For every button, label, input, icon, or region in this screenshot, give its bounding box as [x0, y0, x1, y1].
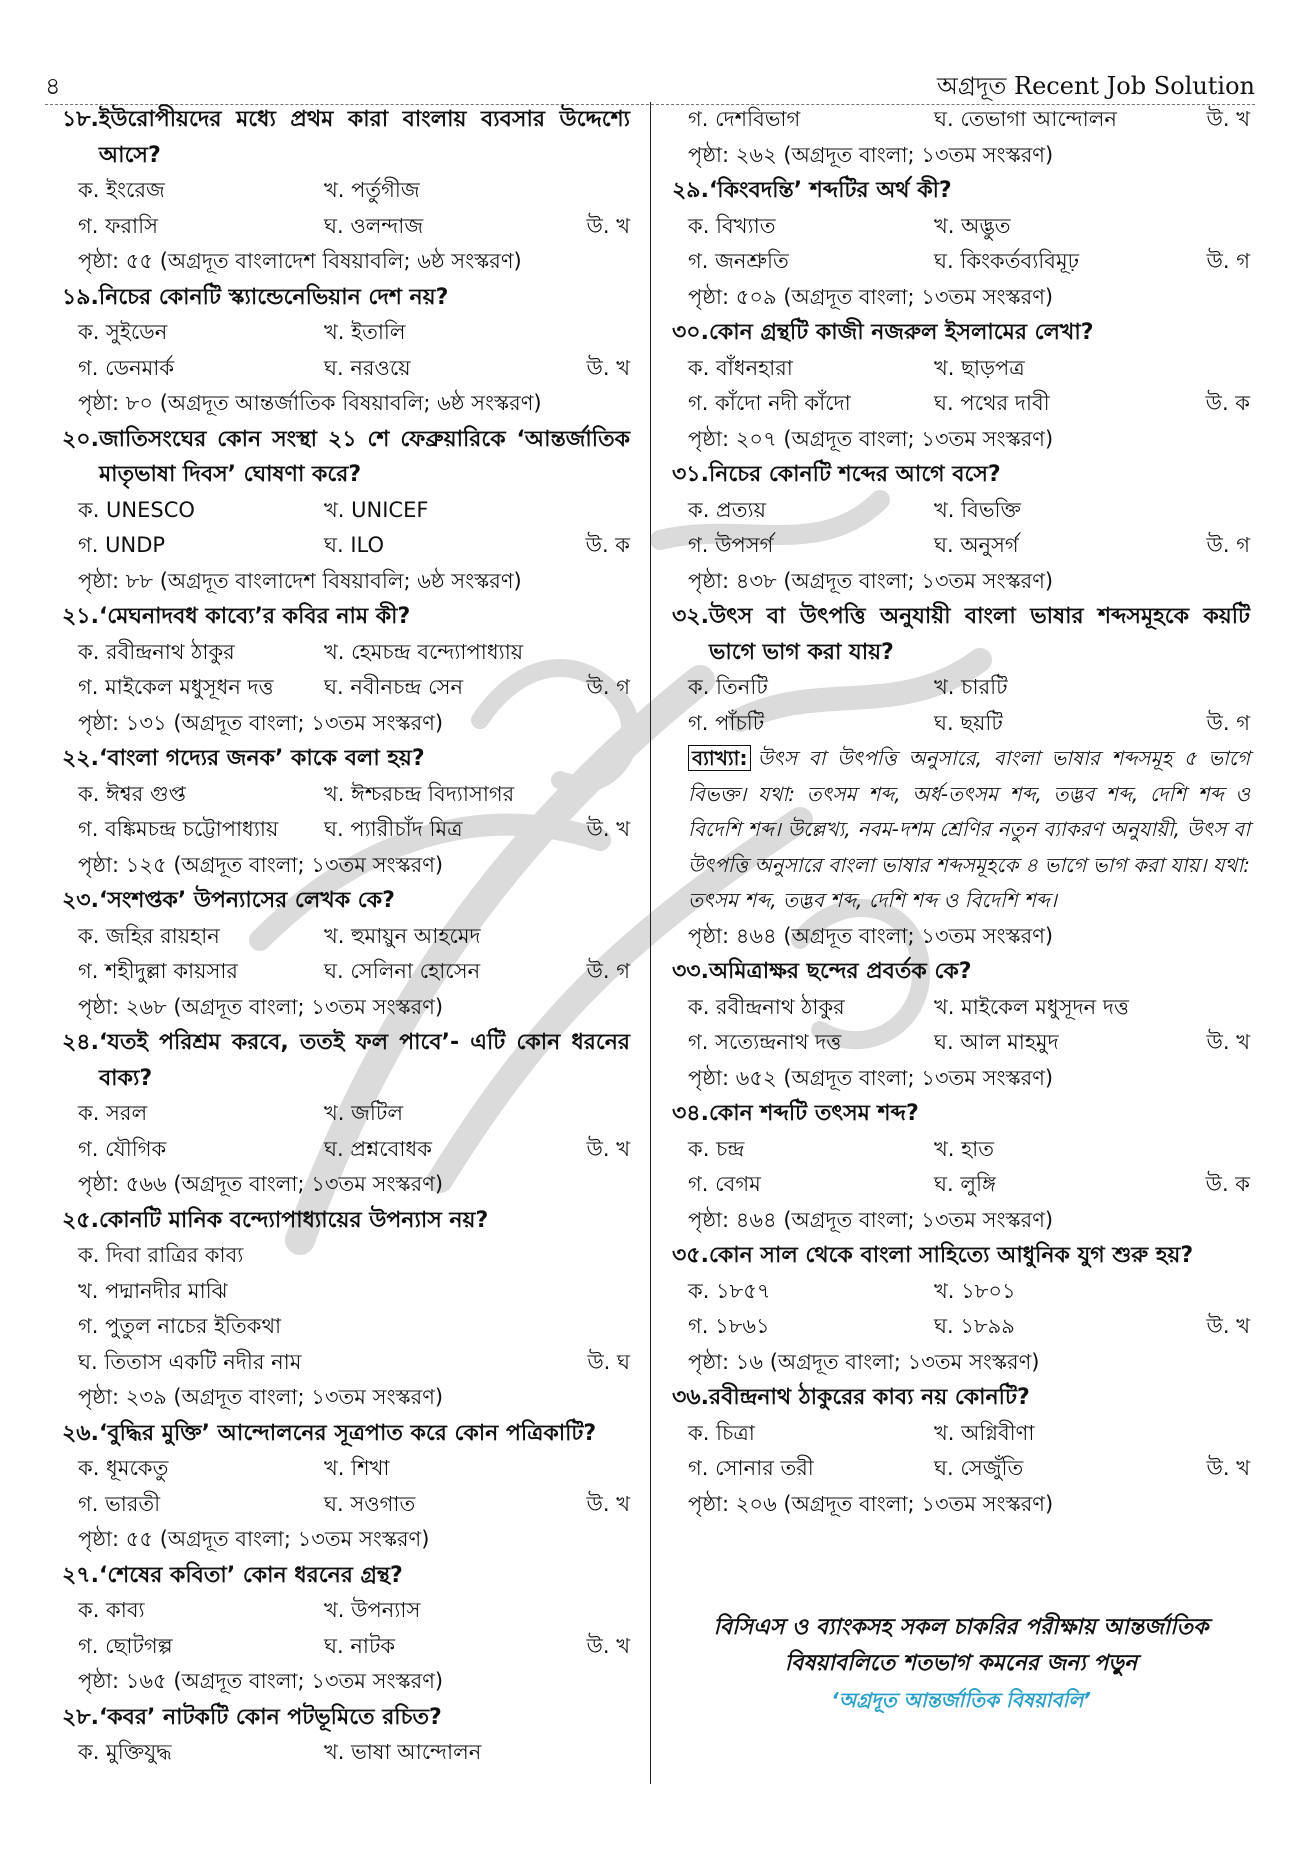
question-block [672, 1096, 1250, 1238]
question-text [62, 883, 630, 919]
page-reference: পৃষ্ঠা: ১৬৫ (অগ্রদূত বাংলা; ১৩তম সংস্করণ) [78, 1669, 444, 1693]
right-column [672, 102, 1250, 1522]
question-number: ২২. [62, 746, 99, 771]
question-number: ২০. [62, 426, 99, 452]
explanation [672, 741, 1250, 919]
question-body: ‘মেঘনাদবধ কাব্যে’র কবির নাম কী? [98, 604, 411, 629]
question-text [62, 102, 630, 173]
option: ঘ. সেলিনা হোসেন [324, 959, 481, 983]
option: ক. রবীন্দ্রনাথ ঠাকুর [688, 994, 845, 1019]
question-text [62, 1025, 630, 1096]
question-text [62, 741, 630, 777]
option: খ. বিভক্তি [934, 497, 1021, 522]
answer-label: উ. খ [1206, 107, 1250, 131]
option: ঘ. প্যারীচাঁদ মিত্র [324, 817, 463, 841]
option: ক. সুইডেন [78, 320, 168, 344]
option: ঘ. সেজুঁতি [934, 1456, 1024, 1480]
question-body: কোন সাল থেকে বাংলা সাহিত্যে আধুনিক যুগ শুরু হয়? [708, 1243, 1194, 1268]
question-text [62, 1558, 630, 1594]
question-text [672, 1380, 1250, 1416]
question-block [62, 1203, 630, 1416]
option: খ. উপন্যাস [324, 1598, 421, 1622]
question-block [62, 1025, 630, 1203]
question-block [62, 741, 630, 883]
option: ক. তিনটি [688, 675, 768, 699]
options-row [672, 209, 1250, 245]
option: ক. ধূমকেতু [78, 1456, 169, 1480]
option: খ. মাইকেল মধুসূদন দত্ত [934, 994, 1129, 1019]
page-reference: পৃষ্ঠা: ২৩৯ (অগ্রদূত বাংলা; ১৩তম সংস্করণ) [78, 1385, 444, 1409]
answer-label: উ. গ [586, 959, 630, 983]
option: ঘ. ILO [324, 533, 384, 557]
options-row [672, 102, 1250, 138]
question-number: ৩০. [672, 320, 709, 345]
options-row [672, 1274, 1250, 1310]
answer-label: উ. খ [586, 817, 630, 841]
option: গ. পাঁচটি [688, 710, 765, 735]
page-reference: পৃষ্ঠা: ১৩১ (অগ্রদূত বাংলা; ১৩তম সংস্করণ) [78, 710, 444, 735]
option: খ. ১৮০১ [934, 1278, 1016, 1303]
question-body: রবীন্দ্রনাথ ঠাকুরের কাব্য নয় কোনটি? [708, 1385, 1030, 1410]
question-text [672, 599, 1250, 670]
option: গ. সত্যেন্দ্রনাথ দত্ত [688, 1030, 842, 1054]
option: ঘ. তিতাস একটি নদীর নাম [78, 1349, 302, 1374]
question-text [62, 1700, 630, 1736]
option: খ. ইতালি [324, 320, 406, 344]
option: খ. পদ্মানদীর মাঝি [78, 1278, 228, 1303]
answer-label: উ. খ [586, 213, 630, 238]
question-text [62, 599, 630, 635]
question-block [62, 1558, 630, 1700]
option: গ. ভারতী [78, 1491, 161, 1516]
question-block [62, 1416, 630, 1558]
answer-label: উ. গ [586, 675, 630, 699]
options-row [62, 812, 630, 848]
option: ক. ১৮৫৭ [688, 1278, 771, 1303]
question-body: ‘সংশপ্তক’ উপন্যাসের লেখক কে? [98, 888, 395, 913]
option: খ. চারটি [934, 675, 1008, 699]
question-number: ৩৪. [672, 1101, 709, 1126]
option: খ. অদ্ভুত [934, 213, 1011, 238]
option: গ. দেশবিভাগ [688, 107, 801, 131]
options-row [672, 670, 1250, 706]
answer-label: উ. ক [585, 533, 630, 557]
option: ক. বাঁধনহারা [688, 355, 793, 380]
option: ঘ. আল মাহমুদ [934, 1030, 1059, 1054]
explanation-text: উৎস বা উৎপত্তি অনুসারে, বাংলা ভাষার শব্দসমূহ ৫ ভাগে বিভক্ত। যথা: তৎসম শব্দ, অর্ধ-তৎসম শব্দ, তদ্ভব শব্দ, দেশি শব্দ ও বিদেশি শব্দ। উল্লেখ্য, নবম-দশম শ্রেণির নতুন ব্যাকরণ অনুযায়ী, উৎস বা উৎপত্তি অনুসারে বাংলা ভাষার শব্দসমূহকে ৪ ভাগে ভাগ করা যায়। যথা: তৎসম শব্দ, তদ্ভব শব্দ, দেশি শব্দ ও বিদেশি শব্দ। [688, 746, 1250, 912]
options-row [62, 1593, 630, 1629]
question-body: ইউরোপীয়দের মধ্যে প্রথম কারা বাংলায় ব্যবসার উদ্দেশ্যে আসে? [98, 107, 630, 168]
question-block [672, 457, 1250, 599]
answer-label: উ. খ [586, 1491, 630, 1516]
option: গ. শহীদুল্লা কায়সার [78, 959, 238, 983]
option: ঘ. ওলন্দাজ [324, 213, 424, 238]
option: খ. জটিল [324, 1101, 404, 1125]
page-header [45, 68, 1255, 105]
option: গ. বঙ্কিমচন্দ্র চট্টোপাধ্যায় [78, 817, 279, 841]
options-row [672, 706, 1250, 742]
options-row [672, 386, 1250, 422]
page-reference: পৃষ্ঠা: ২৬২ (অগ্রদূত বাংলা; ১৩তম সংস্করণ) [688, 142, 1054, 167]
options-row [62, 670, 630, 706]
question-block [672, 102, 1250, 173]
options-row [62, 1345, 630, 1381]
question-number: ১৮. [62, 107, 99, 132]
options-row [672, 493, 1250, 529]
question-text [672, 457, 1250, 493]
promo-book-title: ‘অগ্রদূত আন্তর্জাতিক বিষয়াবলি’ [831, 1688, 1091, 1712]
promo-line-2: বিষয়াবলিতে শতভাগ কমনের জন্য পড়ুন [784, 1651, 1138, 1676]
page-reference: পৃষ্ঠা: ৪৬৪ (অগ্রদূত বাংলা; ১৩তম সংস্করণ) [688, 923, 1054, 948]
option: গ. পুতুল নাচের ইতিকথা [78, 1314, 282, 1338]
question-body: কোনটি মানিক বন্দ্যোপাধ্যায়ের উপন্যাস নয়? [98, 1207, 489, 1233]
option: খ. অগ্নিবীণা [934, 1420, 1035, 1445]
answer-label: উ. খ [586, 355, 630, 380]
answer-label: উ. খ [1206, 1456, 1250, 1480]
question-number: ২৬. [62, 1420, 99, 1446]
options-row [62, 1487, 630, 1523]
question-number: ২৭. [62, 1562, 99, 1588]
answer-label: উ. খ [1206, 1030, 1250, 1054]
question-text [672, 1096, 1250, 1132]
options-row [62, 351, 630, 387]
option: গ. UNDP [78, 533, 166, 557]
answer-label: উ. খ [586, 1633, 630, 1658]
question-body: অমিত্রাক্ষর ছন্দের প্রবর্তক কে? [708, 959, 972, 984]
options-row [62, 954, 630, 990]
question-body: ‘কিংবদন্তি’ শব্দটির অর্থ কী? [708, 178, 952, 203]
option: ক. ঈশ্বর গুপ্ত [78, 781, 186, 806]
option: ঘ. ১৮৯৯ [934, 1314, 1015, 1338]
options-row [62, 1451, 630, 1487]
answer-label: উ. খ [1206, 1314, 1250, 1338]
question-text [62, 1203, 630, 1239]
question-text [672, 173, 1250, 209]
page-reference: পৃষ্ঠা: ২৬৮ (অগ্রদূত বাংলা; ১৩তম সংস্করণ) [78, 994, 444, 1019]
option: গ. জনশ্রুতি [688, 249, 789, 273]
option: ঘ. ছয়টি [934, 710, 1003, 735]
question-body: জাতিসংঘের কোন সংস্থা ২১ শে ফেব্রুয়ারিকে ‘আন্তর্জাতিক মাতৃভাষা দিবস’ ঘোষণা করে? [98, 426, 630, 487]
option: ঘ. প্রশ্নবোধক [324, 1136, 432, 1161]
option: গ. সোনার তরী [688, 1456, 814, 1480]
promo-line-1: বিসিএস ও ব্যাংকসহ সকল চাকরির পরীক্ষায় আন্তর্জাতিক [713, 1615, 1209, 1640]
question-body: নিচের কোনটি স্ক্যান্ডেনেভিয়ান দেশ নয়? [98, 284, 449, 310]
question-text [62, 1416, 630, 1452]
options-row [62, 209, 630, 245]
question-number: ২১. [62, 604, 99, 629]
question-block [62, 599, 630, 741]
page-reference: পৃষ্ঠা: ৫৫ (অগ্রদূত বাংলাদেশ বিষয়াবলি; ৬ষ্ঠ সংস্করণ) [78, 249, 522, 273]
option: গ. বেগম [688, 1172, 761, 1196]
question-number: ৩৫. [672, 1243, 709, 1268]
answer-label: উ. গ [1206, 249, 1250, 273]
option: ক. সরল [78, 1101, 148, 1125]
question-block [62, 883, 630, 1025]
question-body: ‘শেষের কবিতা’ কোন ধরনের গ্রন্থ? [98, 1562, 403, 1588]
option: ঘ. তেভাগা আন্দোলন [934, 107, 1117, 131]
options-row [62, 1132, 630, 1168]
page-reference: পৃষ্ঠা: ৫৫ (অগ্রদূত বাংলা; ১৩তম সংস্করণ) [78, 1527, 430, 1551]
page-reference: পৃষ্ঠা: ৫৬৬ (অগ্রদূত বাংলা; ১৩তম সংস্করণ) [78, 1172, 444, 1196]
options-row [62, 493, 630, 529]
question-block [672, 315, 1250, 457]
question-text [62, 280, 630, 316]
option: ঘ. পথের দাবী [934, 391, 1050, 415]
options-row [672, 1025, 1250, 1061]
page-reference: পৃষ্ঠা: ৬৫২ (অগ্রদূত বাংলা; ১৩তম সংস্করণ) [688, 1065, 1054, 1090]
option: ক. রবীন্দ্রনাথ ঠাকুর [78, 639, 235, 664]
options-row [672, 990, 1250, 1026]
option: গ. ছোটগল্প [78, 1633, 173, 1658]
explanation-tag: ব্যাখ্যা: [688, 745, 751, 771]
option: খ. হাত [934, 1136, 995, 1161]
options-row [672, 528, 1250, 564]
page-reference: পৃষ্ঠা: ৪৩৮ (অগ্রদূত বাংলা; ১৩তম সংস্করণ) [688, 568, 1054, 593]
option: গ. ১৮৬১ [688, 1314, 770, 1338]
question-body: ‘বাংলা গদ্যের জনক’ কাকে বলা হয়? [98, 746, 425, 771]
question-block [672, 954, 1250, 1096]
page-reference: পৃষ্ঠা: ৪৬৪ (অগ্রদূত বাংলা; ১৩তম সংস্করণ) [688, 1207, 1054, 1232]
options-row [672, 1132, 1250, 1168]
page-number: ৪ [45, 72, 61, 100]
options-row [672, 1167, 1250, 1203]
option: খ. ছাড়পত্র [934, 355, 1025, 380]
question-number: ২৩. [62, 888, 99, 913]
options-row [62, 1274, 630, 1310]
answer-label: উ. গ [1206, 533, 1250, 557]
option: ক. প্রত্যয় [688, 497, 766, 522]
option: গ. ডেনমার্ক [78, 355, 175, 380]
question-block [62, 422, 630, 600]
option: ক. কাব্য [78, 1598, 145, 1622]
option: ঘ. লুঙ্গি [934, 1172, 996, 1196]
options-row [62, 1238, 630, 1274]
question-body: কোন গ্রন্থটি কাজী নজরুল ইসলামের লেখা? [708, 320, 1094, 345]
running-title: অগ্রদূত Recent Job Solution [937, 72, 1255, 100]
option: ক. জহির রায়হান [78, 923, 220, 948]
question-block [62, 1700, 630, 1771]
options-row [62, 777, 630, 813]
options-row [672, 1416, 1250, 1452]
options-row [672, 1309, 1250, 1345]
option: খ. হেমচন্দ্র বন্দ্যোপাধ্যায় [324, 639, 524, 664]
option: ক. UNESCO [78, 497, 195, 522]
page-reference: পৃষ্ঠা: ১৬ (অগ্রদূত বাংলা; ১৩তম সংস্করণ) [688, 1349, 1040, 1374]
question-block [672, 173, 1250, 315]
question-number: ৩২. [672, 604, 709, 629]
option: ঘ. কিংকর্তব্যবিমূঢ় [934, 249, 1080, 273]
question-body: ‘বুদ্ধির মুক্তি’ আন্দোলনের সূত্রপাত করে কোন পত্রিকাটি? [98, 1420, 597, 1446]
option: ক. ইংরেজ [78, 178, 165, 202]
question-number: ৩১. [672, 462, 709, 487]
column-divider [650, 102, 651, 1784]
answer-label: উ. গ [1206, 710, 1250, 735]
page-reference: পৃষ্ঠা: ৫০৯ (অগ্রদূত বাংলা; ১৩তম সংস্করণ) [688, 284, 1054, 309]
option: ঘ. নরওয়ে [324, 355, 411, 380]
question-block [672, 1238, 1250, 1380]
option: খ. ঈশ্চরচন্দ্র বিদ্যাসাগর [324, 781, 515, 806]
question-body: ‘যতই পরিশ্রম করবে, ততই ফল পাবে’- এটি কোন ধরনের বাক্য? [98, 1030, 630, 1091]
answer-label: উ. খ [586, 1136, 630, 1161]
options-row [672, 1451, 1250, 1487]
question-number: ২৫. [62, 1207, 99, 1233]
page-reference: পৃষ্ঠা: ১২৫ (অগ্রদূত বাংলা; ১৩তম সংস্করণ) [78, 852, 444, 877]
options-row [62, 315, 630, 351]
question-number: ২৪. [62, 1030, 99, 1055]
question-text [672, 954, 1250, 990]
option: ক. মুক্তিযুদ্ধ [78, 1740, 172, 1764]
options-row [62, 528, 630, 564]
page-reference: পৃষ্ঠা: ৮৮ (অগ্রদূত বাংলাদেশ বিষয়াবলি; ৬ষ্ঠ সংস্করণ) [78, 568, 522, 593]
option: খ. পর্তুগীজ [324, 178, 420, 202]
question-number: ২৯. [672, 178, 709, 203]
answer-label: উ. ঘ [587, 1349, 630, 1374]
option: গ. কাঁদো নদী কাঁদো [688, 391, 851, 415]
question-body: নিচের কোনটি শব্দের আগে বসে? [708, 462, 1001, 487]
question-block [672, 599, 1250, 954]
answer-label: উ. ক [1205, 391, 1250, 415]
question-text [62, 422, 630, 493]
option: ক. চিত্রা [688, 1420, 755, 1445]
option: খ. UNICEF [324, 497, 429, 522]
options-row [62, 635, 630, 671]
option: গ. উপসর্গ [688, 533, 774, 557]
options-row [62, 919, 630, 955]
question-text [672, 1238, 1250, 1274]
question-number: ১৯. [62, 284, 99, 310]
option: ঘ. নাটক [324, 1633, 396, 1658]
question-number: ৩৩. [672, 959, 709, 984]
option: গ. ফরাসি [78, 213, 158, 238]
option: খ. ভাষা আন্দোলন [324, 1740, 482, 1764]
option: ক. চন্দ্র [688, 1136, 745, 1161]
options-row [672, 351, 1250, 387]
option: ক. বিখ্যাত [688, 213, 776, 238]
question-block [62, 280, 630, 422]
option: গ. যৌগিক [78, 1136, 167, 1161]
option: খ. হুমায়ুন আহমেদ [324, 923, 481, 948]
option: খ. শিখা [324, 1456, 390, 1480]
options-row [672, 244, 1250, 280]
options-row [62, 1735, 630, 1771]
options-row [62, 1309, 630, 1345]
option: ঘ. সওগাত [324, 1491, 416, 1516]
answer-label: উ. ক [1205, 1172, 1250, 1196]
option: ক. দিবা রাত্রির কাব্য [78, 1243, 244, 1267]
question-body: উৎস বা উৎপত্তি অনুযায়ী বাংলা ভাষার শব্দসমূহকে কয়টি ভাগে ভাগ করা যায়? [708, 604, 1250, 665]
options-row [62, 173, 630, 209]
promo-box [672, 1610, 1250, 1718]
question-number: ২৮. [62, 1704, 99, 1730]
option: ঘ. নবীনচন্দ্র সেন [324, 675, 464, 699]
question-number: ৩৬. [672, 1385, 709, 1410]
page-reference: পৃষ্ঠা: ২০৭ (অগ্রদূত বাংলা; ১৩তম সংস্করণ) [688, 426, 1054, 451]
options-row [62, 1629, 630, 1665]
question-body: কোন শব্দটি তৎসম শব্দ? [708, 1101, 919, 1126]
page-reference: পৃষ্ঠা: ২০৬ (অগ্রদূত বাংলা; ১৩তম সংস্করণ) [688, 1491, 1054, 1516]
question-body: ‘কবর’ নাটকটি কোন পটভূমিতে রচিত? [98, 1704, 442, 1730]
page-reference: পৃষ্ঠা: ৮০ (অগ্রদূত আন্তর্জাতিক বিষয়াবলি; ৬ষ্ঠ সংস্করণ) [78, 391, 542, 415]
options-row [62, 1096, 630, 1132]
question-text [672, 315, 1250, 351]
question-block [672, 1380, 1250, 1522]
left-column [62, 102, 630, 1771]
question-block [62, 102, 630, 280]
option: ঘ. অনুসর্গ [934, 533, 1019, 557]
option: গ. মাইকেল মধুসূধন দত্ত [78, 675, 274, 699]
